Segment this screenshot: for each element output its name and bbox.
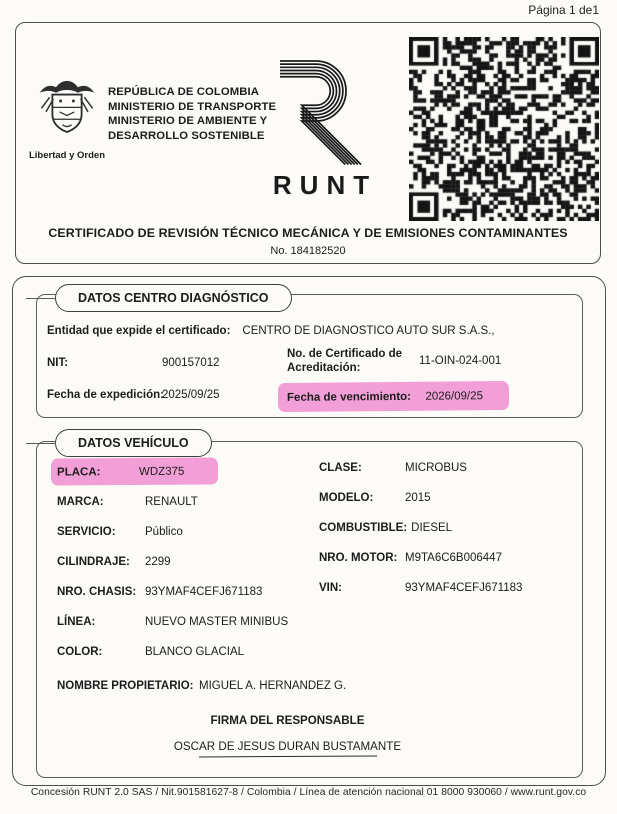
- section-title-centro-diagnostico: DATOS CENTRO DIAGNÓSTICO: [55, 284, 292, 312]
- field-row-placa-clase: [57, 462, 572, 485]
- clase-value: MICROBUS: [405, 462, 467, 474]
- ministry-line: REPÚBLICA DE COLOMBIA: [108, 86, 260, 98]
- coat-of-arms-caption: Libertad y Orden: [28, 150, 105, 161]
- linea-value: NUEVO MASTER MINIBUS: [145, 616, 289, 628]
- nit-value: 900157012: [162, 357, 220, 369]
- runt-wordmark: RUNT: [272, 170, 378, 200]
- signature-block: [37, 714, 538, 757]
- certificate-number: No. 184182520: [270, 245, 346, 257]
- signature-title: FIRMA DEL RESPONSABLE: [210, 714, 365, 727]
- servicio-label: SERVICIO:: [57, 526, 116, 538]
- fecha-expedicion-value: 2025/09/25: [162, 389, 220, 401]
- cilindraje-label: CILINDRAJE:: [57, 556, 130, 568]
- signature-line: [198, 756, 376, 758]
- footer-text: Concesión RUNT 2.0 SAS / Nit.901581627-8 / Colombia / Línea de atención nacional 01 8000 930060 / www.runt.gov.co: [30, 787, 587, 798]
- clase-label: CLASE:: [319, 462, 362, 474]
- vin-value: 93YMAF4CEFJ671183: [405, 582, 523, 594]
- field-row-color: [57, 642, 572, 660]
- field-row-marca-modelo: [57, 492, 572, 510]
- field-row-linea: [57, 612, 572, 630]
- certificate-title: CERTIFICADO DE REVISIÓN TÉCNICO MECÁNICA Y DE EMISIONES CONTAMINANTES: [48, 226, 568, 240]
- color-label: COLOR:: [57, 646, 103, 658]
- entidad-value: CENTRO DE DIAGNOSTICO AUTO SUR S.A.S.,: [242, 325, 495, 337]
- ministry-line: MINISTERIO DE TRANSPORTE: [108, 100, 277, 113]
- signature-name: OSCAR DE JESUS DURAN BUSTAMANTE: [173, 740, 402, 753]
- propietario-value: MIGUEL A. HERNANDEZ G.: [199, 680, 347, 692]
- placa-highlight: [51, 457, 219, 485]
- combustible-value: DIESEL: [411, 522, 453, 534]
- field-row-cilindraje-motor: [57, 552, 572, 570]
- field-row-propietario: [57, 676, 572, 694]
- nro-chasis-value: 93YMAF4CEFJ671183: [145, 586, 263, 598]
- ministry-line: MINISTERIO DE AMBIENTE Y: [108, 115, 268, 127]
- combustible-label: COMBUSTIBLE:: [319, 522, 408, 534]
- fecha-vencimiento-label: Fecha de vencimiento:: [286, 390, 412, 404]
- linea-label: LÍNEA:: [57, 616, 96, 628]
- color-value: BLANCO GLACIAL: [145, 646, 245, 658]
- centro-diagnostico-section: [36, 294, 583, 418]
- nro-chasis-label: NRO. CHASIS:: [57, 586, 137, 598]
- coat-of-arms-icon: [35, 79, 99, 143]
- ministry-line: DESARROLLO SOSTENIBLE: [108, 129, 265, 142]
- vehiculo-section: [36, 441, 583, 778]
- servicio-value: Público: [145, 526, 183, 538]
- ministry-text-block: [108, 85, 276, 143]
- page-number-label: Página 1 de1: [528, 3, 599, 17]
- runt-logo: [266, 51, 378, 198]
- acreditacion-label: No. de Certificado de Acreditación:: [287, 348, 403, 374]
- cilindraje-value: 2299: [145, 556, 171, 568]
- placa-label: PLACA:: [56, 466, 101, 479]
- runt-logo-icon: [277, 51, 367, 167]
- nro-motor-value: M9TA6C6B006447: [405, 552, 502, 564]
- nit-label: NIT:: [47, 357, 69, 369]
- fecha-vencimiento-value: 2026/09/25: [425, 390, 484, 403]
- marca-value: RENAULT: [145, 496, 198, 508]
- acreditacion-value: 11-OIN-024-001: [419, 355, 502, 367]
- nro-motor-label: NRO. MOTOR:: [319, 552, 398, 564]
- placa-value: WDZ375: [138, 465, 185, 478]
- entidad-row: [47, 325, 495, 337]
- entidad-label: Entidad que expide el certificado:: [47, 325, 231, 337]
- fecha-expedicion-label: Fecha de expedición:: [47, 389, 164, 401]
- field-row-chasis-vin: [57, 582, 572, 600]
- vin-label: VIN:: [319, 582, 342, 594]
- coat-of-arms: [28, 79, 106, 161]
- field-row-servicio-combustible: [57, 522, 572, 540]
- modelo-label: MODELO:: [319, 492, 374, 504]
- modelo-value: 2015: [405, 492, 431, 504]
- content-box: [12, 276, 606, 786]
- marca-label: MARCA:: [57, 496, 104, 508]
- qr-code-icon: [409, 37, 599, 221]
- fecha-vencimiento-highlight: [278, 381, 509, 412]
- header-box: [15, 22, 601, 264]
- section-title-vehiculo: DATOS VEHÍCULO: [55, 429, 212, 457]
- propietario-label: NOMBRE PROPIETARIO:: [57, 680, 194, 692]
